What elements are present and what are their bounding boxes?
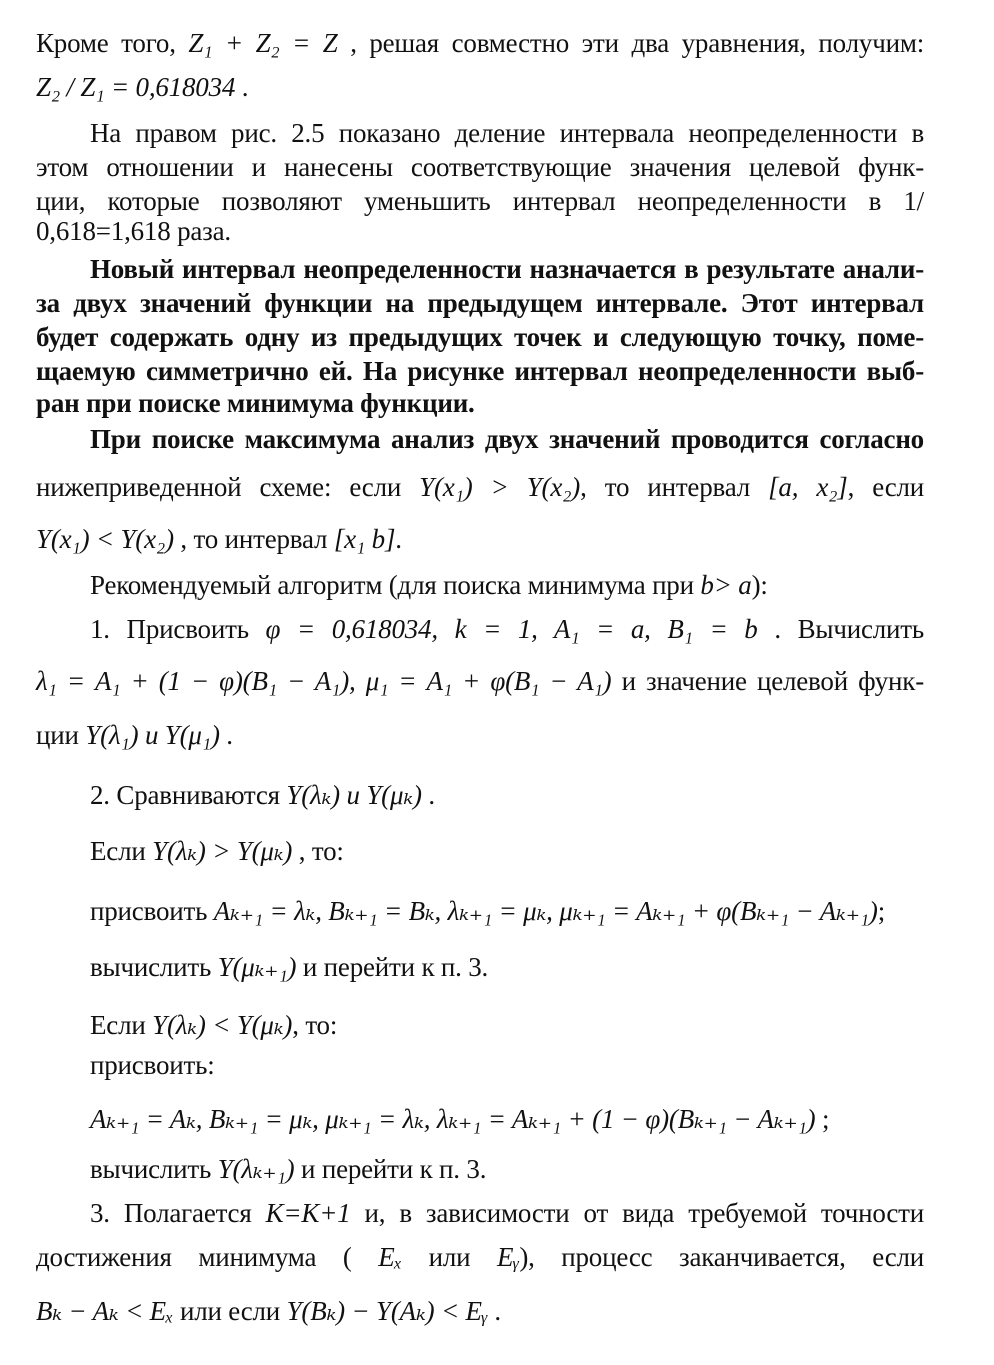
text-line-5: ции, которые позволяют уменьшить интервал неопределенности в 1/ <box>36 186 924 216</box>
formula-y-mu-k1: Y(μₖ₊₁) <box>217 952 297 982</box>
text-line-2: Z₂ / Z₁ = 0,618034 . <box>36 72 249 102</box>
formula-case-less: Y(λₖ) < Y(μₖ) <box>152 1010 293 1040</box>
formula-interval-a-x2: [a, x₂] <box>768 472 848 502</box>
text-line-26: вычислить Y(λₖ₊₁) и перейти к п. 3. <box>90 1154 487 1184</box>
text-line-19: 2. Сравниваются Y(λₖ) u Y(μₖ) . <box>90 780 435 810</box>
formula-k-increment: K=K+1 <box>265 1198 351 1228</box>
text-line-18: ции Y(λ₁) u Y(μ₁) . <box>36 720 233 750</box>
text-line-8: за двух значений функции на предыдущем интервале. Этот интервал <box>36 288 924 318</box>
formula-y-lambda-k1: Y(λₖ₊₁) <box>217 1154 295 1184</box>
text-line-21: присвоить Aₖ₊₁ = λₖ, Bₖ₊₁ = Bₖ, λₖ₊₁ = μₖ, μₖ₊₁ = Aₖ₊₁ + φ(Bₖ₊₁ − Aₖ₊₁); <box>90 896 886 926</box>
formula-compare-yk: Y(λₖ) u Y(μₖ) <box>286 780 422 810</box>
formula-lambda1-mu1: λ₁ = A₁ + (1 − φ)(B₁ − A₁), μ₁ = A₁ + φ(B₁ − A₁) <box>36 666 612 696</box>
formula-z-sum: Z₁ + Z₂ = Z <box>188 28 338 58</box>
formula-y-x1-less: Y(x₁) < Y(x₂) <box>36 524 174 554</box>
text-line-17: λ₁ = A₁ + (1 − φ)(B₁ − A₁), μ₁ = A₁ + φ(B₁ − A₁) и значение целевой функ- <box>36 666 924 696</box>
formula-ex: Eₓ <box>378 1242 403 1272</box>
formula-b-greater-a: b> a <box>700 570 752 600</box>
text-line-15: Рекомендуемый алгоритм (для поиска минимума при b> a): <box>90 570 768 600</box>
text-line-3: На правом рис. 2.5 показано деление интервала неопределенности в <box>90 118 924 148</box>
text-line-24: присвоить: <box>90 1050 215 1080</box>
text-line-6: 0,618=1,618 раза. <box>36 216 231 246</box>
text-line-29: Bₖ − Aₖ < Eₓ или если Y(Bₖ) − Y(Aₖ) < Eᵧ . <box>36 1296 501 1326</box>
formula-y-lambda1-mu1: Y(λ₁) u Y(μ₁) <box>85 720 220 750</box>
formula-interval-x1-b: [x₁ b] <box>333 524 396 554</box>
text-line-20: Если Y(λₖ) > Y(μₖ) , то: <box>90 836 344 866</box>
formula-ey: Eᵧ <box>497 1242 520 1272</box>
text-line-10: щаемую симметрично ей. На рисунке интервал неопределенности выб- <box>36 356 924 386</box>
formula-init-assign: φ = 0,618034, k = 1, A₁ = a, B₁ = b <box>265 614 758 644</box>
text-line-28: достижения минимума ( Eₓ или Eᵧ), процесс заканчивается, если <box>36 1242 924 1272</box>
text-line-23: Если Y(λₖ) < Y(μₖ), то: <box>90 1010 338 1040</box>
text-line-22: вычислить Y(μₖ₊₁) и перейти к п. 3. <box>90 952 489 982</box>
text-line-11: ран при поиске минимума функции. <box>36 388 475 418</box>
text-line-7: Новый интервал неопределенности назначается в результате анали- <box>90 254 924 284</box>
formula-assign-case1: Aₖ₊₁ = λₖ, Bₖ₊₁ = Bₖ, λₖ₊₁ = μₖ, μₖ₊₁ = Aₖ₊₁ + φ(Bₖ₊₁ − Aₖ₊₁) <box>213 896 878 926</box>
text-line-13: нижеприведенной схеме: если Y(x₁) > Y(x₂), то интервал [a, x₂], если <box>36 472 924 502</box>
formula-z-ratio: Z₂ / Z₁ = 0,618034 <box>36 72 236 102</box>
text-line-12: При поиске максимума анализ двух значений проводится согласно <box>90 424 924 454</box>
text-line-4: этом отношении и нанесены соответствующие значения целевой функ- <box>36 152 924 182</box>
text-line-16: 1. Присвоить φ = 0,618034, k = 1, A₁ = a, B₁ = b . Вычислить <box>90 614 924 644</box>
text-line-25: Aₖ₊₁ = Aₖ, Bₖ₊₁ = μₖ, μₖ₊₁ = λₖ, λₖ₊₁ = Aₖ₊₁ + (1 − φ)(Bₖ₊₁ − Aₖ₊₁) ; <box>90 1104 830 1134</box>
text-line-14: Y(x₁) < Y(x₂) , то интервал [x₁ b]. <box>36 524 402 554</box>
formula-assign-case2: Aₖ₊₁ = Aₖ, Bₖ₊₁ = μₖ, μₖ₊₁ = λₖ, λₖ₊₁ = Aₖ₊₁ + (1 − φ)(Bₖ₊₁ − Aₖ₊₁) <box>90 1104 816 1134</box>
formula-case-greater: Y(λₖ) > Y(μₖ) <box>152 836 293 866</box>
formula-y-x1-greater: Y(x₁) > Y(x₂) <box>419 472 581 502</box>
text-line-27: 3. Полагается K=K+1 и, в зависимости от вида требуемой точности <box>90 1198 924 1228</box>
text-line-1: Кроме того, Z₁ + Z₂ = Z , решая совместно эти два уравнения, получим: <box>36 28 925 58</box>
formula-stop-condition-y: Y(Bₖ) − Y(Aₖ) < Eᵧ <box>286 1296 488 1326</box>
formula-stop-condition-x: Bₖ − Aₖ < Eₓ <box>36 1296 174 1326</box>
text-line-9: будет содержать одну из предыдущих точек и следующую точку, поме- <box>36 322 924 352</box>
